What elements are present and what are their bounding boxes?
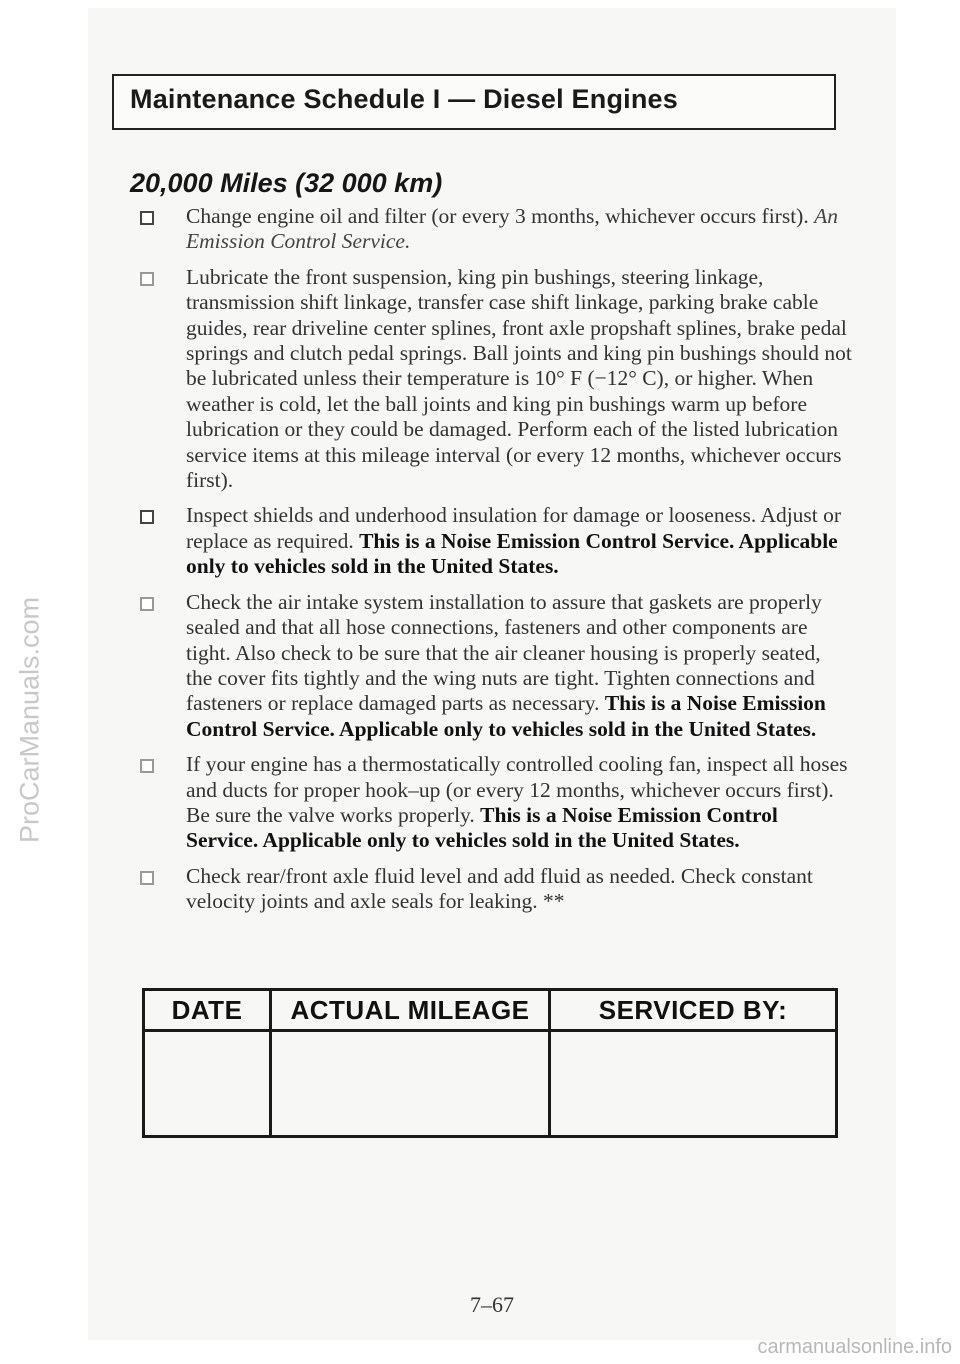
serviced-by-column-header: SERVICED BY: <box>550 990 837 1031</box>
item-bold-note: This is a Noise Emission Control Service. Applicable only to vehicles sold in the United States. <box>186 691 826 741</box>
page-number: 7–67 <box>470 1292 514 1317</box>
date-entry-cell <box>144 1031 271 1137</box>
checkbox-icon <box>140 211 154 225</box>
bottom-watermark: carmanualsonline.info <box>757 1336 952 1358</box>
page-title: Maintenance Schedule I — Diesel Engines <box>130 84 678 114</box>
item-text: Inspect shields and underhood insulation for damage or looseness. Adjust or replace as required. <box>186 503 842 553</box>
checkbox-icon <box>140 759 154 773</box>
checklist-item <box>132 590 852 742</box>
checkbox-icon <box>140 510 154 524</box>
section-title: 20,000 Miles (32 000 km) <box>130 168 443 198</box>
service-log-table <box>142 988 838 1138</box>
checkbox-icon <box>140 597 154 611</box>
side-watermark-text: ProCarManuals.com <box>14 596 45 844</box>
header-box <box>112 74 836 130</box>
manual-page <box>88 8 896 1340</box>
date-column-header: DATE <box>144 990 271 1031</box>
item-text: Check the air intake system installation to assure that gaskets are properly sealed and that all hose connections, fasteners and other components are tight. Also check to be sure that the air cleaner housing is properly seated, the cover fits tightly and the wing nuts are tight. Tighten connections and fasteners or replace damaged parts as necessary. <box>186 589 822 716</box>
item-bold-note: This is a Noise Emission Control Service. Applicable only to vehicles sold in the United States. <box>186 802 778 853</box>
checklist-item <box>132 864 852 915</box>
item-text: Change engine oil and filter (or every 3 months, whichever occurs first). <box>186 204 815 228</box>
item-text: Lubricate the front suspension, king pin bushings, steering linkage, transmission shift linkage, transfer case shift linkage, parking brake cable guides, rear driveline center splines, front axle propshaft splines, brake pedal springs and clutch pedal springs. Ball joints and king pin bushings should not be lubricated unless their temperature is 10° F (−12° C), or higher. When weather is cold, let the ball joints and king pin bushings warm up before lubrication or they could be damaged. Perform each of the listed lubrication service items at this mileage interval (or every 12 months, whichever occurs first). <box>186 264 852 493</box>
table-row <box>144 1031 837 1137</box>
checkbox-icon <box>140 272 154 286</box>
item-bold-note: This is a Noise Emission Control Service. Applicable only to vehicles sold in the United States. <box>186 528 838 579</box>
maintenance-checklist <box>132 204 852 915</box>
checklist-item <box>132 503 852 579</box>
mileage-entry-cell <box>271 1031 550 1137</box>
side-watermark <box>10 470 50 970</box>
item-text: If your engine has a thermostatically controlled cooling fan, inspect all hoses and ducts for proper hook–up (or every 12 months, whichever occurs first). Be sure the valve works properly. <box>186 752 848 827</box>
serviced-by-entry-cell <box>550 1031 837 1137</box>
actual-mileage-column-header: ACTUAL MILEAGE <box>271 990 550 1031</box>
item-text: Check rear/front axle fluid level and add fluid as needed. Check constant velocity joints and axle seals for leaking. ** <box>186 863 813 914</box>
item-italic-note: An Emission Control Service. <box>186 204 838 254</box>
checklist-item <box>132 204 852 255</box>
checkbox-icon <box>140 871 154 885</box>
checklist-item <box>132 752 852 854</box>
checklist-item <box>132 265 852 494</box>
